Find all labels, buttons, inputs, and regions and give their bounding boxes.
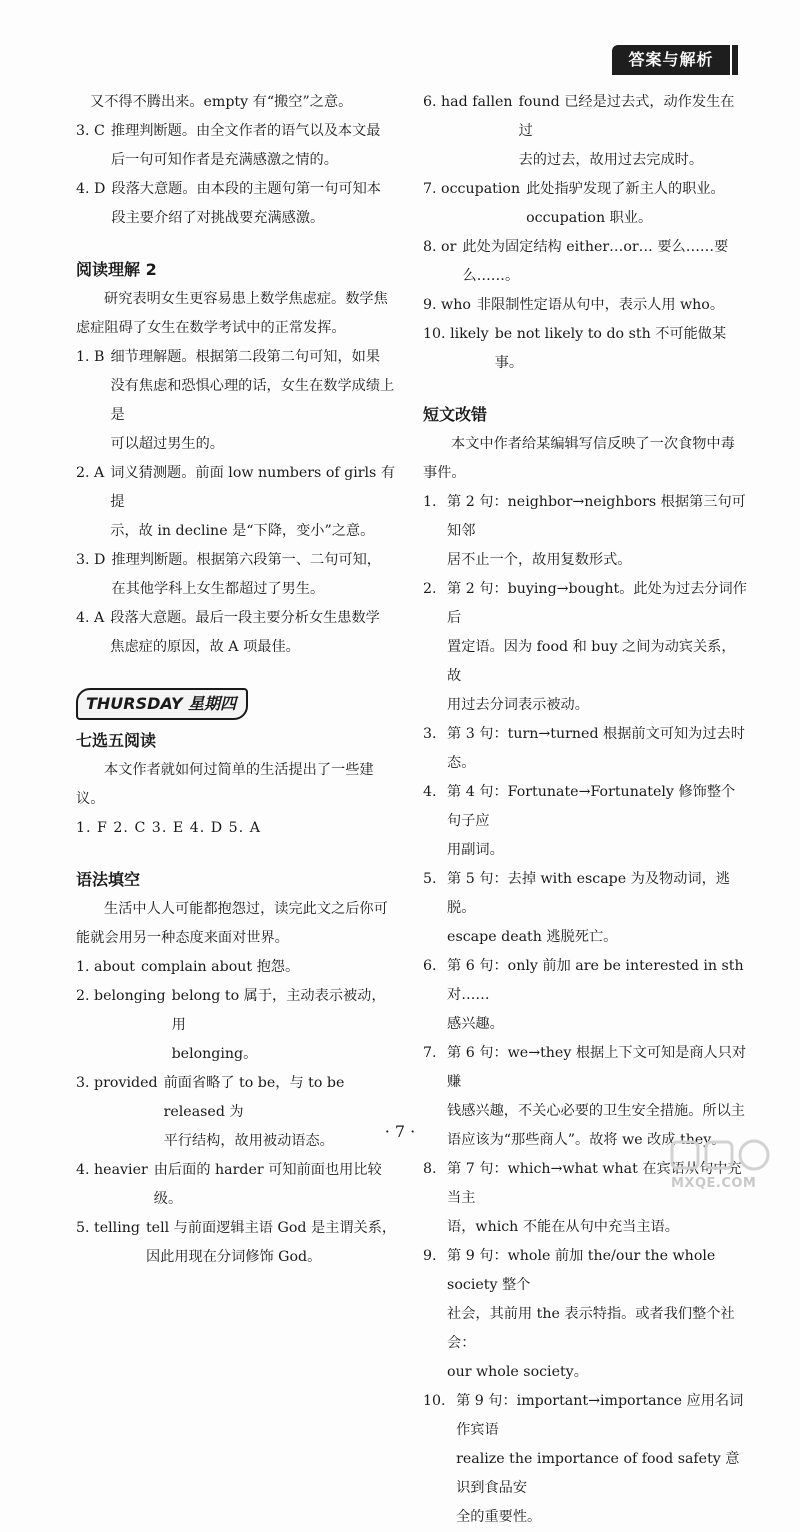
answer-item [423, 233, 748, 291]
answer-number: 5. [423, 871, 442, 887]
explanation-line: 么……。 [462, 268, 520, 284]
explanation-line: 段主要介绍了对挑战要充满感激。 [111, 210, 325, 226]
answer-number: 7. occupation [423, 181, 521, 197]
answer-item [76, 117, 398, 175]
explanation-line: 第 5 句：去掉 with escape 为及物动词，逃脱。 [447, 871, 730, 916]
answer-explanation [456, 1387, 748, 1532]
explanation-line: 用过去分词表示被动。 [447, 697, 589, 713]
answer-number: 8. [423, 1161, 442, 1177]
explanation-line: our whole society。 [447, 1364, 588, 1380]
summary-correction-line2: 事件。 [423, 465, 466, 481]
explanation-line: 第 6 句：only 前加 are be interested in sth 对…… [447, 958, 744, 1003]
answer-item [423, 1242, 748, 1387]
explanation-line: 可以超过男生的。 [110, 436, 224, 452]
answer-explanation [146, 1214, 398, 1272]
left-column [76, 88, 398, 1272]
answer-number: 4. [423, 784, 442, 800]
answer-number: 1. about [76, 959, 135, 975]
explanation-line: 因此用现在分词修饰 God。 [145, 1249, 322, 1265]
answer-explanation [110, 604, 398, 662]
explanation-line: 由后面的 harder 可知前面也用比较级。 [153, 1162, 382, 1207]
explanation-line: 段落大意题。最后一段主要分析女生患数学 [110, 610, 380, 626]
answer-item [423, 720, 748, 778]
answer-item [423, 291, 748, 320]
answer-explanation [447, 865, 748, 952]
answer-explanation [111, 175, 398, 233]
summary-reading2-line1: 研究表明女生更容易患上数学焦虑症。数学焦 [104, 291, 388, 307]
summary-grammar-line1: 生活中人人可能都抱怨过，读完此文之后你可 [104, 901, 388, 917]
section-tab: 答案与解析 [612, 45, 730, 75]
day-label-thursday: THURSDAY 星期四 [76, 688, 248, 720]
answer-number: 1. [423, 494, 442, 510]
explanation-line: belong to 属于，主动表示被动，用 [171, 988, 386, 1033]
explanation-line: 第 2 句：buying→bought。此处为过去分词作后 [447, 581, 747, 626]
answer-number: 3. C [76, 123, 105, 139]
explanation-line: escape death 逃脱死亡。 [447, 929, 618, 945]
answer-explanation [447, 720, 748, 778]
explanation-line: tell 与前面逻辑主语 God 是主谓关系， [145, 1220, 397, 1236]
answer-number: 5. telling [76, 1220, 140, 1236]
answer-explanation [110, 343, 398, 459]
explanation-line: 前面省略了 to be，与 to be released 为 [163, 1075, 345, 1120]
answer-item [76, 1069, 398, 1156]
answer-explanation [154, 1156, 398, 1214]
answer-list-reading2 [76, 343, 398, 662]
answer-item [423, 320, 748, 378]
heading-error-correction: 短文改错 [423, 405, 488, 424]
explanation-line: realize the importance of food safety 意识到食品安 [456, 1451, 740, 1496]
answer-explanation [519, 88, 748, 175]
watermark-text: MXQE.COM [671, 1176, 757, 1191]
answer-explanation [447, 952, 748, 1039]
answer-item [423, 1387, 748, 1532]
explanation-line: 第 9 句：whole 前加 the/our the whole society 整个 [447, 1248, 716, 1293]
answer-list-grammar-cont [423, 88, 748, 378]
page-number: · 7 · [384, 1122, 416, 1141]
explanation-line: 非限制性定语从句中，表示人用 who。 [476, 297, 725, 313]
answer-item [76, 175, 398, 233]
answer-item [423, 88, 748, 175]
explanation-line: 第 6 句：we→they 根据上下文可知是商人只对赚 [447, 1045, 747, 1090]
answer-explanation [495, 320, 748, 378]
answer-number: 6. had fallen [423, 94, 513, 110]
right-column [423, 88, 748, 1532]
answer-list-reading1 [76, 117, 398, 233]
explanation-line: 置定语。因为 food 和 buy 之间为动宾关系，故 [447, 639, 736, 684]
explanation-line: 推理判断题。由全文作者的语气以及本文最 [110, 123, 381, 139]
answer-item [76, 982, 398, 1069]
explanation-line: 第 2 句：neighbor→neighbors 根据第三句可知邻 [447, 494, 746, 539]
answer-explanation [447, 1242, 748, 1387]
answer-item [76, 953, 398, 982]
answer-explanation [111, 117, 398, 175]
answer-list-correction [423, 488, 748, 1532]
explanation-line: 全的重要性。 [456, 1509, 542, 1525]
section-tab-marker [732, 45, 738, 75]
summary-seven: 本文作者就如何过简单的生活提出了一些建议。 [76, 762, 374, 807]
answer-explanation [111, 546, 398, 604]
answer-explanation [164, 1069, 398, 1156]
explanation-line: be not likely to do sth 不可能做某事。 [494, 326, 727, 371]
explanation-line: 第 9 句：important→importance 应用名词作宾语 [456, 1393, 744, 1438]
answer-list-grammar [76, 953, 398, 1272]
answer-explanation [141, 953, 398, 982]
answer-item [423, 865, 748, 952]
answer-explanation [462, 233, 748, 291]
answer-explanation [172, 982, 398, 1069]
answer-item [423, 575, 748, 720]
answer-number: 2. A [76, 465, 105, 481]
explanation-line: occupation 职业。 [526, 210, 653, 226]
answer-number: 2. belonging [76, 988, 166, 1004]
answer-explanation [526, 175, 748, 233]
explanation-line: 居不止一个，故用复数形式。 [447, 552, 632, 568]
summary-correction-line1: 本文中作者给某编辑写信反映了一次食物中毒 [451, 436, 735, 452]
explanation-line: 此处为固定结构 either…or… 要么……要 [462, 239, 729, 255]
summary-reading2-line2: 虑症阻碍了女生在数学考试中的正常发挥。 [76, 320, 346, 336]
explanation-line: belonging。 [171, 1046, 258, 1062]
answer-number: 3. D [76, 552, 106, 568]
explanation-line: 平行结构，故用被动语态。 [163, 1133, 334, 1149]
explanation-line: 细节理解题。根据第二段第二句可知，如果 [110, 349, 381, 365]
explanation-line: 第 4 句：Fortunate→Fortunately 修饰整个句子应 [447, 784, 736, 829]
answer-item [76, 459, 398, 546]
explanation-line: 社会，其前用 the 表示特指。或者我们整个社会： [447, 1306, 735, 1351]
explanation-line: 段落大意题。由本段的主题句第一句可知本 [111, 181, 381, 197]
explanation-line: 钱感兴趣，不关心必要的卫生安全措施。所以主 [447, 1103, 745, 1119]
explanation-line: 语应该为“那些商人”。故将 we 改成 they。 [447, 1132, 726, 1148]
explanation-line: 语，which 不能在从句中充当主语。 [447, 1219, 679, 1235]
answers-seven: 1. F 2. C 3. E 4. D 5. A [76, 820, 261, 836]
answer-explanation [447, 778, 748, 865]
answer-explanation [447, 488, 748, 575]
answer-item [76, 1156, 398, 1214]
summary-grammar-line2: 能就会用另一种态度来面对世界。 [76, 930, 289, 946]
answer-number: 8. or [423, 239, 457, 255]
answer-explanation [477, 291, 748, 320]
answer-number: 10. [423, 1393, 451, 1409]
explanation-line: complain about 抱怨。 [140, 959, 300, 975]
explanation-line: 用副词。 [447, 842, 504, 858]
answer-number: 7. [423, 1045, 442, 1061]
answer-number: 10. likely [423, 326, 489, 342]
answer-number: 4. heavier [76, 1162, 148, 1178]
explanation-line: 第 3 句：turn→turned 根据前文可知为过去时态。 [447, 726, 745, 771]
answer-item [423, 778, 748, 865]
explanation-line: 去的过去，故用过去完成时。 [518, 152, 704, 168]
answer-item [76, 546, 398, 604]
explanation-line: 此处指驴发现了新主人的职业。 [526, 181, 725, 197]
answer-number: 9. [423, 1248, 442, 1264]
answer-item [76, 604, 398, 662]
answer-item [423, 952, 748, 1039]
answer-number: 2. [423, 581, 442, 597]
explanation-line: 在其他学科上女生都超过了男生。 [111, 581, 325, 597]
answer-explanation [447, 575, 748, 720]
answer-number: 3. provided [76, 1075, 158, 1091]
heading-seven-choose-five: 七选五阅读 [76, 731, 157, 750]
answer-number: 4. D [76, 181, 106, 197]
answer-item [423, 175, 748, 233]
explanation-line: 焦虑症的原因，故 A 项最佳。 [110, 639, 300, 655]
answer-item [76, 343, 398, 459]
answer-number: 1. B [76, 349, 105, 365]
explanation-line: 示，故 in decline 是“下降，变小”之意。 [110, 523, 375, 539]
explanation-line: 后一句可知作者是充满感激之情的。 [110, 152, 338, 168]
explanation-line: 词义猜测题。前面 low numbers of girls 有提 [110, 465, 396, 510]
explanation-line: 推理判断题。根据第六段第一、二句可知， [111, 552, 381, 568]
intro-line: 又不得不腾出来。empty 有“搬空”之意。 [90, 94, 353, 110]
heading-grammar-fill: 语法填空 [76, 870, 141, 889]
answer-item [423, 488, 748, 575]
answer-number: 9. who [423, 297, 471, 313]
explanation-line: found 已经是过去式，动作发生在过 [518, 94, 735, 139]
answer-item [76, 1214, 398, 1272]
heading-reading2: 阅读理解 2 [76, 260, 157, 279]
explanation-line: 感兴趣。 [447, 1016, 504, 1032]
answer-number: 6. [423, 958, 442, 974]
answer-number: 3. [423, 726, 442, 742]
answer-explanation [110, 459, 398, 546]
explanation-line: 没有焦虑和恐惧心理的话，女生在数学成绩上是 [110, 378, 395, 423]
answer-number: 4. A [76, 610, 105, 626]
explanation-line: 第 7 句：which→what what 在宾语从句中充当主 [447, 1161, 742, 1206]
